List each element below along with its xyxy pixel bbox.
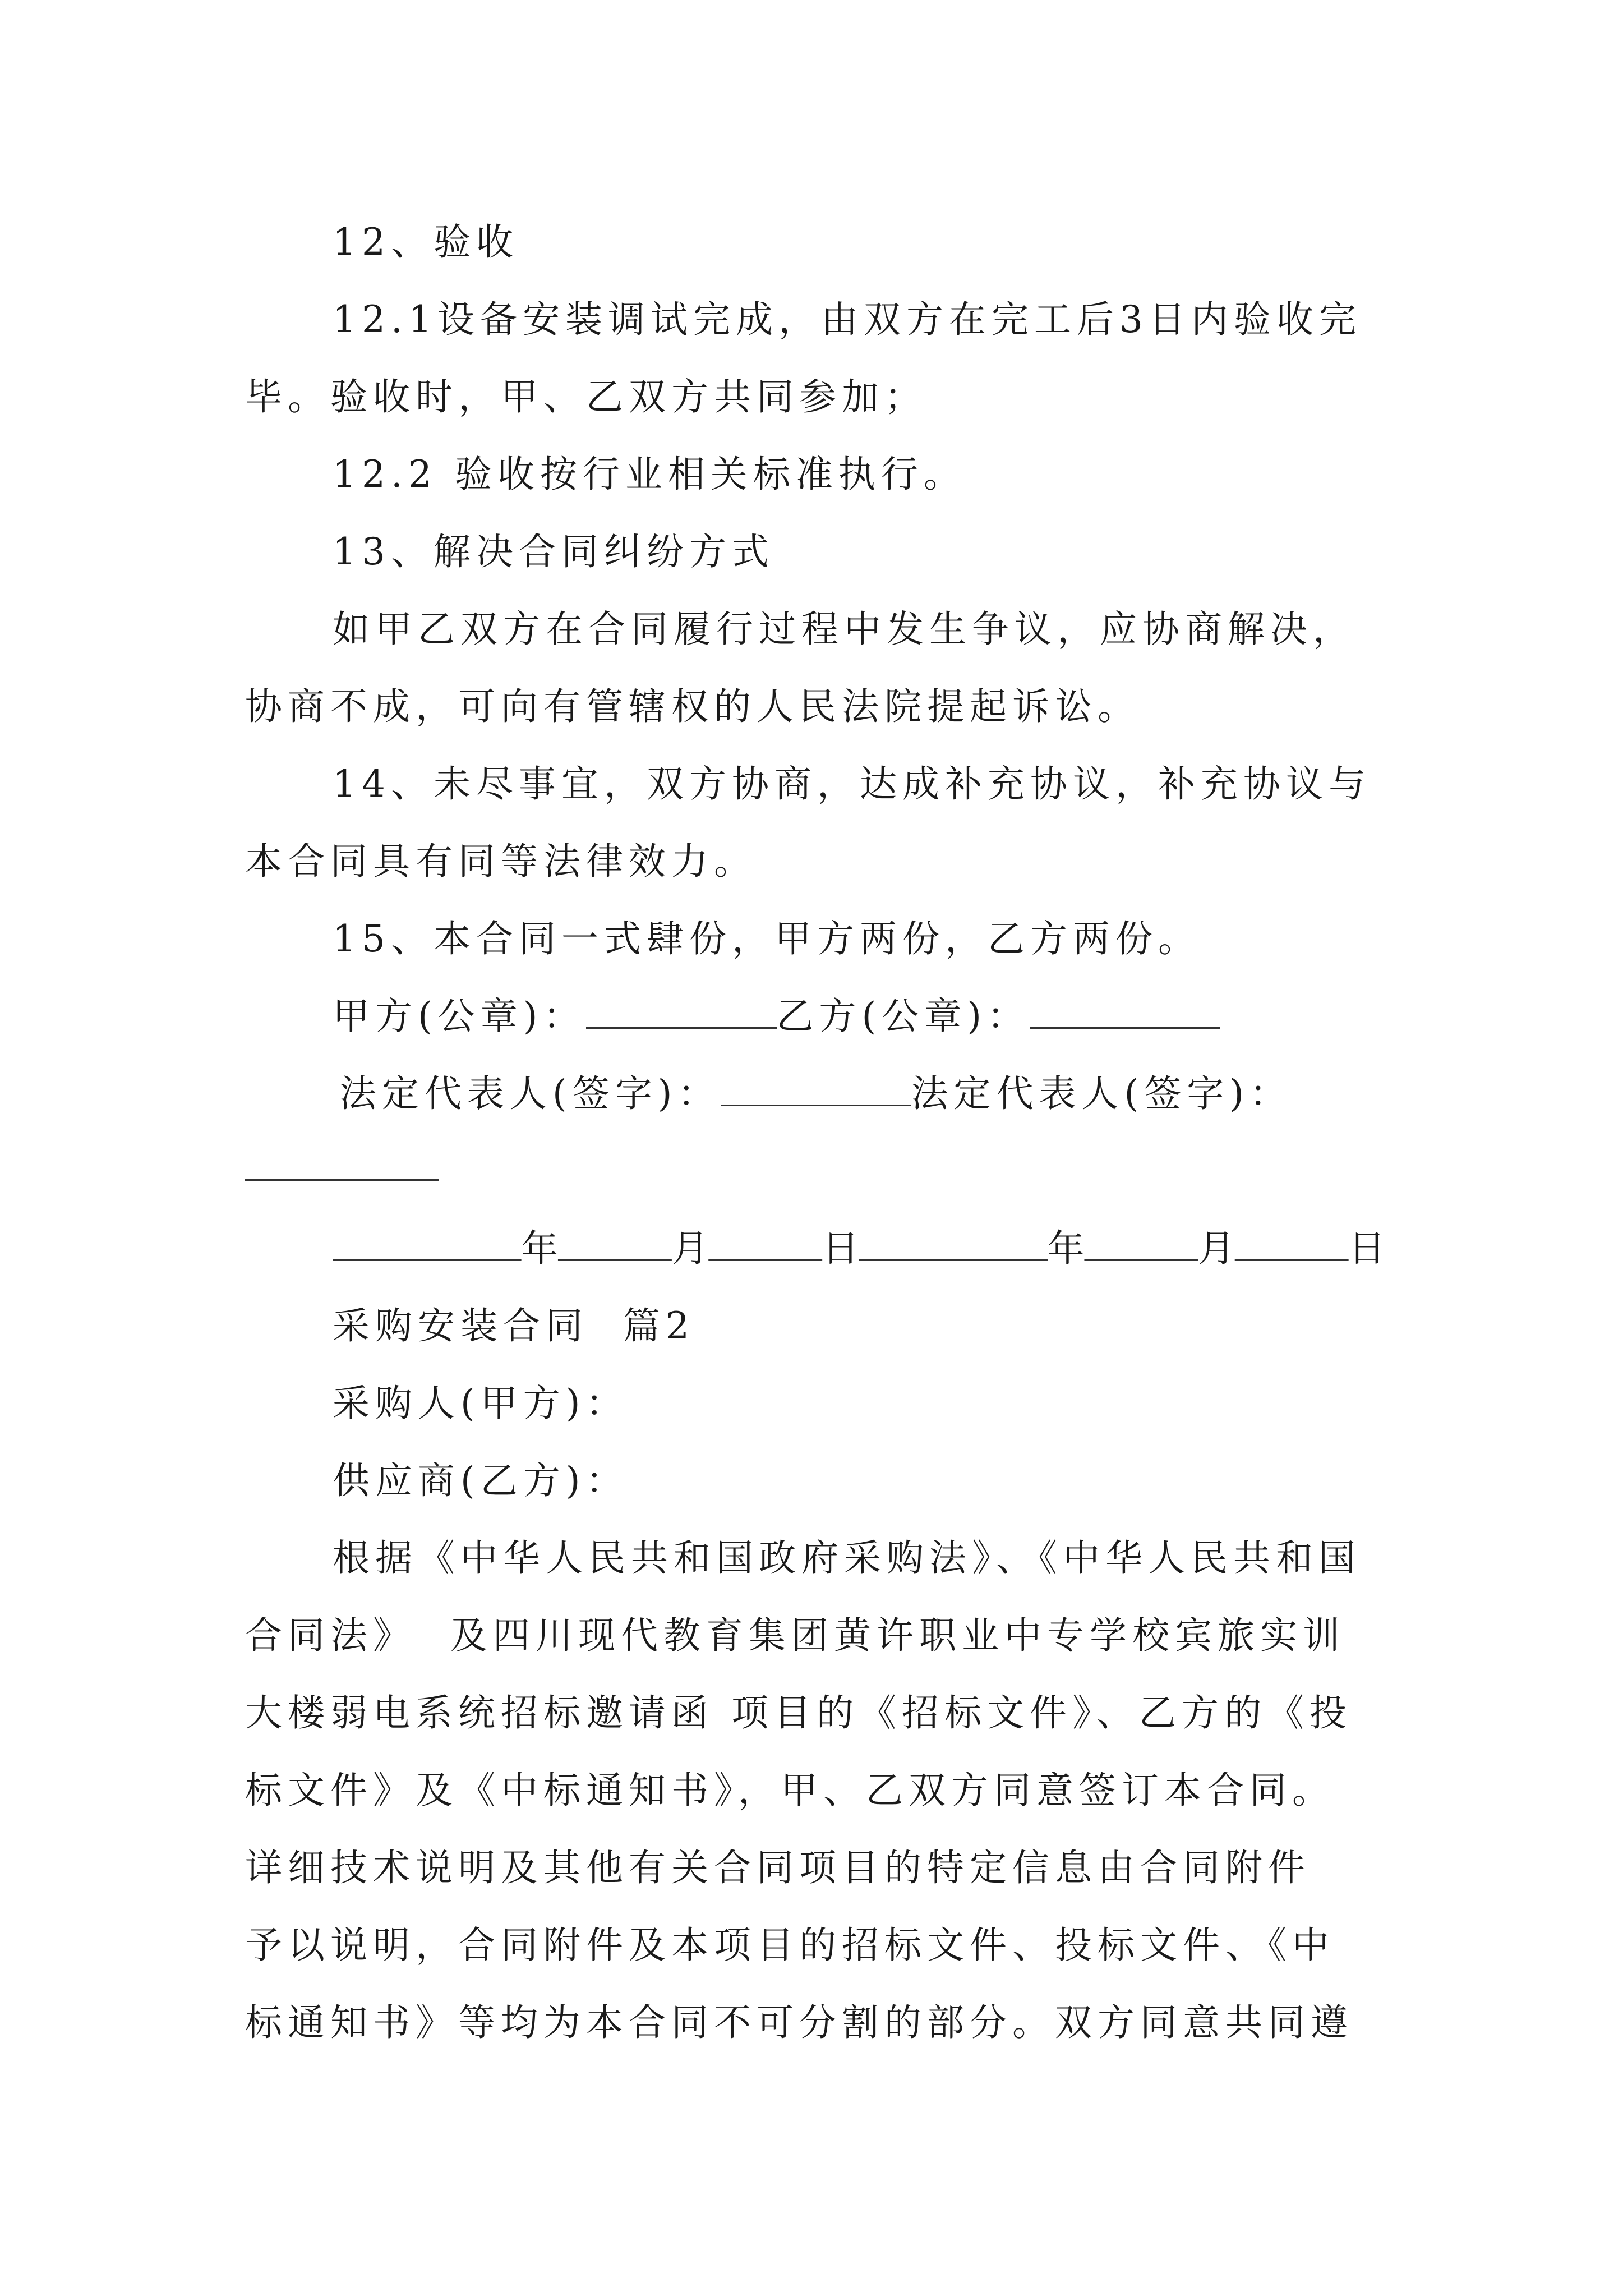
contract-2-title: 采购安装合同 篇2 bbox=[333, 1304, 695, 1347]
contract-2-body-line: 合同法》 及四川现代教育集团黄许职业中专学校宾旅实训 bbox=[245, 1614, 1345, 1657]
section-12-2: 12.2 验收按行业相关标准执行。 bbox=[333, 453, 966, 496]
legal-rep-b-label: 法定代表人(签字)： bbox=[911, 1072, 1292, 1115]
date-line bbox=[333, 1226, 1385, 1271]
party-b-seal-blank[interactable] bbox=[1030, 996, 1220, 1029]
section-13-heading: 13、解决合同纠纷方式 bbox=[333, 530, 774, 573]
contract-2-purchaser: 采购人(甲方)： bbox=[333, 1382, 629, 1425]
section-12-1-line2: 毕。验收时，甲、乙双方共同参加； bbox=[245, 375, 927, 418]
date-a-day-blank[interactable] bbox=[708, 1228, 822, 1261]
legal-rep-line bbox=[339, 1071, 1292, 1116]
section-12-1-line1: 12.1设备安装调试完成，由双方在完工后3日内验收完 bbox=[333, 298, 1362, 341]
date-b-day-blank[interactable] bbox=[1235, 1228, 1349, 1261]
contract-2-body-line: 予以说明，合同附件及本项目的招标文件、投标文件、《中 bbox=[245, 1924, 1335, 1967]
date-b-month: 月 bbox=[1198, 1227, 1235, 1270]
party-a-seal-label: 甲方(公章)： bbox=[333, 995, 586, 1038]
seal-line bbox=[333, 994, 1220, 1039]
party-a-seal-blank[interactable] bbox=[586, 996, 777, 1029]
date-b-day: 日 bbox=[1348, 1227, 1385, 1270]
date-a-blank[interactable] bbox=[333, 1228, 522, 1261]
legal-rep-a-label: 法定代表人(签字)： bbox=[339, 1072, 721, 1115]
legal-rep-a-blank[interactable] bbox=[721, 1073, 911, 1106]
contract-2-body-line: 标通知书》等均为本合同不可分割的部分。双方同意共同遵 bbox=[245, 2001, 1353, 2044]
contract-2-body-line: 根据《中华人民共和国政府采购法》、《中华人民共和国 bbox=[333, 1536, 1361, 1580]
section-13-line2: 协商不成，可向有管辖权的人民法院提起诉讼。 bbox=[245, 685, 1140, 728]
date-a-month: 月 bbox=[671, 1227, 709, 1270]
contract-2-body-line: 大楼弱电系统招标邀请函 项目的《招标文件》、乙方的《投 bbox=[245, 1691, 1352, 1734]
date-a-year: 年 bbox=[521, 1227, 558, 1270]
date-b-month-blank[interactable] bbox=[1084, 1228, 1198, 1261]
section-15-line1: 15、本合同一式肆份，甲方两份，乙方两份。 bbox=[333, 917, 1201, 960]
party-b-seal-label: 乙方(公章)： bbox=[776, 995, 1030, 1038]
contract-2-body-line: 标文件》及《中标通知书》，甲、乙双方同意签订本合同。 bbox=[245, 1769, 1335, 1812]
legal-rep-b-blank[interactable] bbox=[245, 1179, 439, 1181]
contract-2-body-line: 详细技术说明及其他有关合同项目的特定信息由合同附件 bbox=[245, 1846, 1311, 1889]
section-14-line1: 14、未尽事宜，双方协商，达成补充协议，补充协议与 bbox=[333, 762, 1371, 806]
date-b-year: 年 bbox=[1048, 1227, 1085, 1270]
section-13-line1: 如甲乙双方在合同履行过程中发生争议，应协商解决， bbox=[333, 608, 1355, 651]
date-a-day: 日 bbox=[822, 1227, 859, 1270]
section-14-line2: 本合同具有同等法律效力。 bbox=[245, 840, 757, 883]
date-b-blank[interactable] bbox=[859, 1228, 1048, 1261]
contract-2-supplier: 供应商(乙方)： bbox=[333, 1459, 629, 1502]
date-a-month-blank[interactable] bbox=[558, 1228, 672, 1261]
section-12-heading: 12、验收 bbox=[333, 220, 519, 264]
